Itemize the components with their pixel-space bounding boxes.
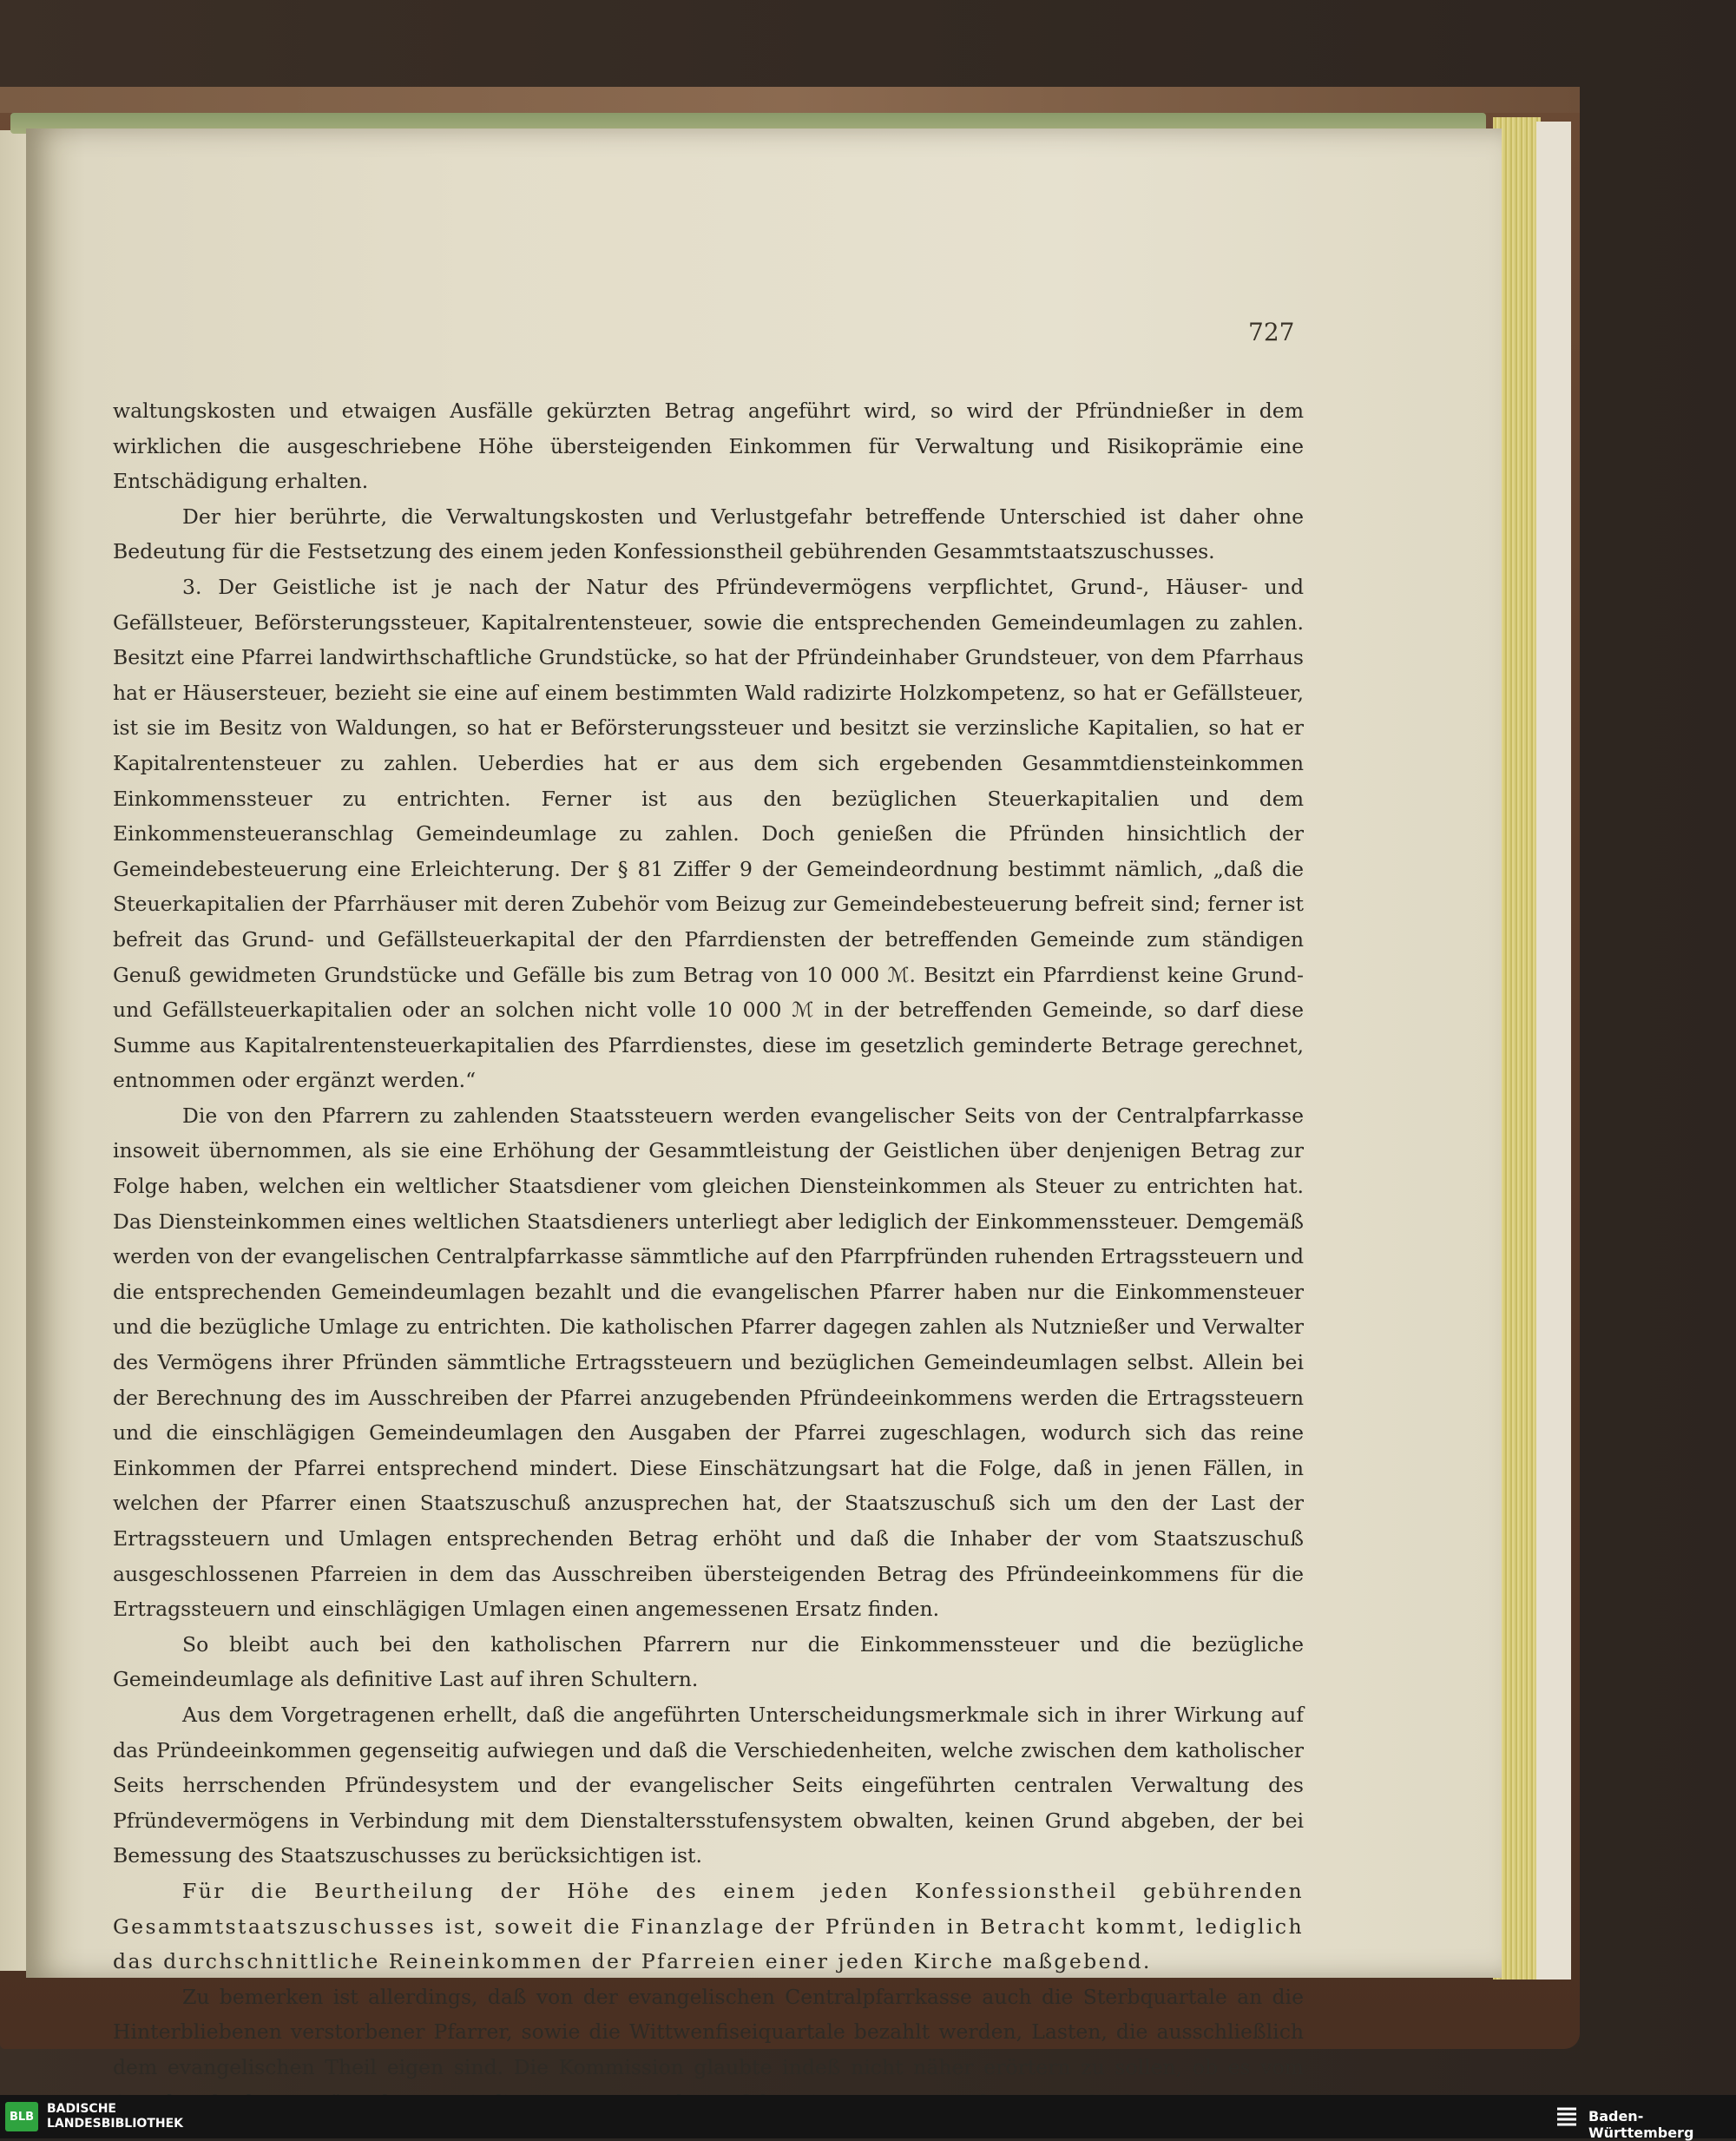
paragraph-1: waltungskosten und etwaigen Ausfälle gekürzten Betrag angeführt wird, so wird der Pfründnießer in dem wirklichen die ausgeschriebene Höhe übersteigenden Einkommen für Verwaltung und Risikoprämie eine Entschädigung erhalten. (113, 399, 1304, 494)
state-name[interactable]: Baden-Württemberg (1588, 2108, 1694, 2141)
paragraph-8: Zu bemerken ist allerdings, daß von der evangelischen Centralpfarrkasse auch die Sterbquartale an die Hinterbliebenen verstorbener Pfarrer, sowie die Wittwenfiseiquartale bezahlt werden, Lasten, die ausschließlich dem evangelischen Theil eigen sind. Die Kommission glaubte indeß nicht näher erörtern zu sollen, ob es vom (113, 1984, 1304, 2079)
book-cover-top (0, 87, 1580, 113)
endpaper (1536, 122, 1571, 1980)
paragraph-4: Die von den Pfarrern zu zahlenden Staatssteuern werden evangelischer Seits von der Centralpfarrkasse insoweit übernommen, als sie eine Erhöhung der Gesammtleistung der Geistlichen über denjenigen Betrag zur Folge haben, welchen ein weltlicher Staatsdiener vom gleichen Diensteinkommen als Steuer zu entrichten hat. Das Diensteinkommen eines weltlichen Staatsdieners unterliegt aber lediglich der Einkommenssteuer. Demgemäß werden von der evangelischen Centralpfarrkasse sämmtliche auf den Pfarrpfründen ruhenden Ertragssteuern und die entsprechenden Gemeindeumlagen bezahlt und die evangelischen Pfarrer haben nur die Einkommensteuer und die bezügliche Umlage zu entrichten. Die katholischen Pfarrer dagegen zahlen als Nutznießer und Verwalter des Vermögens ihrer Pfründen sämmtliche Ertragssteuern und bezüglichen Gemeindeumlagen selbst. Allein bei der Berechnung des im Ausschreiben der Pfarrei anzugebenden Pfründeeinkommens werden die Ertragssteuern und die einschlägigen Gemeindeumlagen den Ausgaben der Pfarrei zugeschlagen, wodurch sich das reine Einkommen der Pfarrei entsprechend mindert. Diese Einschätzungsart hat die Folge, daß in jenen Fällen, in welchen der Pfarrer einen Staatszuschuß anzusprechen hat, der Staatszuschuß sich um den der Last der Ertragssteuern und Umlagen entsprechenden Betrag erhöht und daß die Inhaber der vom Staatszuschuß ausgeschlossenen Pfarreien in dem das Ausschreiben übersteigenden Betrag des Pfründeeinkommens für die Ertragssteuern und einschlägigen Umlagen einen angemessenen Ersatz finden. (113, 1103, 1304, 1622)
paragraph-7: Für die Beurtheilung der Höhe des einem jeden Konfessionstheil gebührenden Gesammtstaatszuschusses ist, soweit die Finanzlage der Pfründen in Betracht kommt, lediglich das durchschnittliche Reineinkommen der Pfarreien einer jeden Kirche maßgebend. (113, 1878, 1304, 1974)
coat-of-arms-icon[interactable] (1554, 2104, 1580, 2130)
paragraph-2: Der hier berührte, die Verwaltungskosten und Verlustgefahr betreffende Unterschied ist daher ohne Bedeutung für die Festsetzung des einem jeden Konfessionstheil gebührenden Gesammtstaatszuschusses. (113, 504, 1304, 564)
paragraph-5: So bleibt auch bei den katholischen Pfarrern nur die Einkommenssteuer und die bezügliche Gemeindeumlage als definitive Last auf ihren Schultern. (113, 1631, 1304, 1692)
blb-logo[interactable]: BLB (5, 2102, 38, 2131)
viewer-footer (0, 2095, 1736, 2141)
library-name-line2: LANDESBIBLIOTHEK (47, 2117, 184, 2131)
document-page (26, 128, 1502, 2079)
paragraph-3: 3. Der Geistliche ist je nach der Natur des Pfründevermögens verpflichtet, Grund-, Häuser- und Gefällsteuer, Beförsterungssteuer, Kapitalrentensteuer, sowie die entsprechenden Gemeindeumlagen zu zahlen. Besitzt eine Pfarrei landwirthschaftliche Grundstücke, so hat der Pfründeinhaber Grundsteuer, von dem Pfarrhaus hat er Häusersteuer, bezieht sie eine auf einem bestimmten Wald radizirte Holzkompetenz, so hat er Gefällsteuer, ist sie im Besitz von Waldungen, so hat er Beförsterungssteuer und besitzt sie verzinsliche Kapitalien, so hat er Kapitalrentensteuer zu zahlen. Ueberdies hat er aus dem sich ergebenden Gesammtdiensteinkommen Einkommenssteuer zu entrichten. Ferner ist aus den bezüglichen Steuerkapitalien und dem Einkommensteueranschlag Gemeindeumlage zu zahlen. Doch genießen die Pfründen hinsichtlich der Gemeindebesteuerung eine Erleichterung. Der § 81 Ziffer 9 der Gemeindeordnung bestimmt nämlich, „daß die Steuerkapitalien der Pfarrhäuser mit deren Zubehör vom Beizug zur Gemeindebesteuerung befreit sind; ferner ist befreit das Grund- und Gefällsteuerkapital der den Pfarrdiensten der betreffenden Gemeinde zum ständigen Genuß gewidmeten Grundstücke und Gefälle bis zum Betrag von 10 000 ℳ. Besitzt ein Pfarrdienst keine Grund- und Gefällsteuerkapitalien oder an solchen nicht volle 10 000 ℳ in der betreffenden Gemeinde, so darf diese Summe aus Kapitalrentensteuerkapitalien des Pfarrdienstes, diese im gesetzlich geminderte Betrage gerechnet, entnommen oder ergänzt werden.“ (113, 574, 1304, 1093)
page-number: 727 (1248, 318, 1295, 346)
page-body (113, 393, 1304, 2120)
library-name-line1: BADISCHE (47, 2102, 116, 2116)
paragraph-6: Aus dem Vorgetragenen erhellt, daß die angeführten Unterscheidungsmerkmale sich in ihrer Wirkung auf das Pründeeinkommen gegenseitig aufwiegen und daß die Verschiedenheiten, welche zwischen dem katholischer Seits herrschenden Pfründesystem und der evangelischer Seits eingeführten centralen Verwaltung des Pfründevermögens in Verbindung mit dem Dienstaltersstufensystem obwalten, keinen Grund abgeben, der bei Bemessung des Staatszuschusses zu berücksichtigen ist. (113, 1702, 1304, 1868)
library-name[interactable] (47, 2102, 183, 2131)
